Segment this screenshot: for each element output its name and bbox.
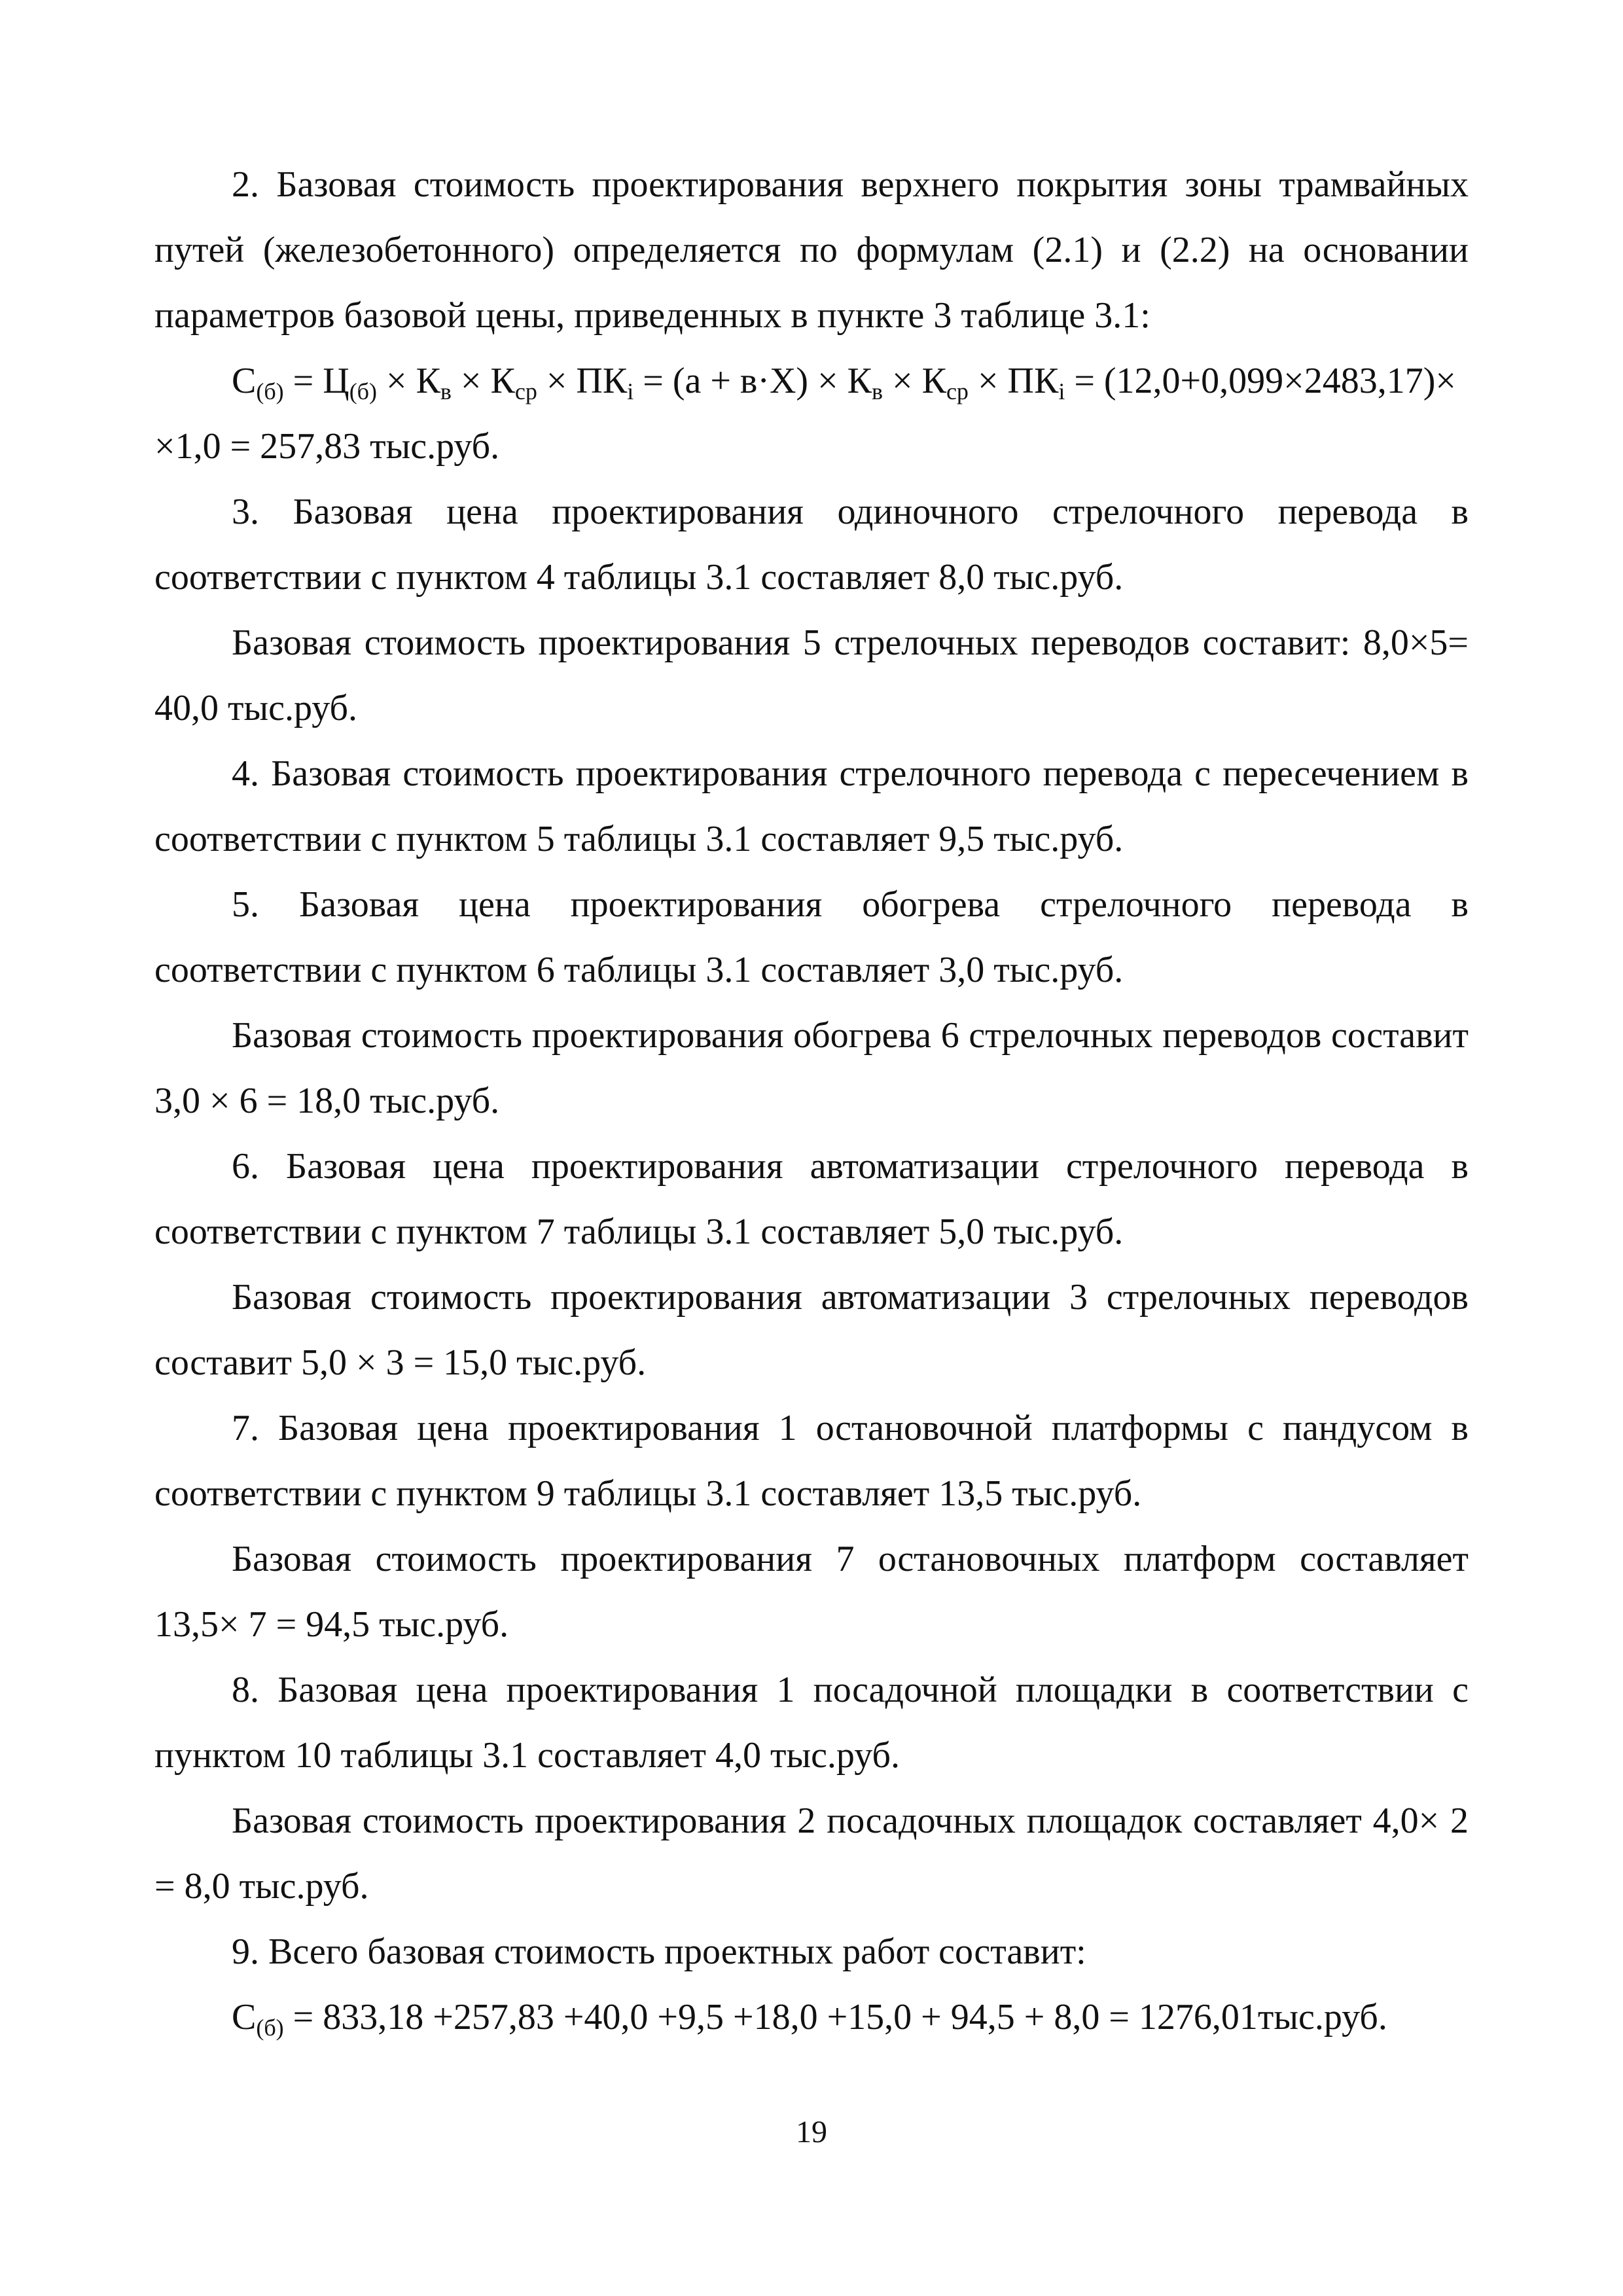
- formula-subscript: ср: [946, 378, 969, 404]
- formula-part: × К: [376, 361, 440, 401]
- paragraph-item-6-cost: Базовая стоимость проектирования автоматизации 3 стрелочных переводов составит 5,0 × 3 = 15,0 тыс.руб.: [154, 1277, 1469, 1383]
- formula-subscript: (б): [256, 2015, 284, 2041]
- formula-part: = (12,0+0,099×2483,17)×: [1065, 361, 1456, 401]
- formula-subscript: i: [1058, 378, 1065, 404]
- paragraph-item-3: 3. Базовая цена проектирования одиночного стрелочного перевода в соответствии с пунктом 4 таблицы 3.1 составляет 8,0 тыс.руб.: [154, 492, 1469, 598]
- formula-total-cost: [154, 1984, 1469, 2050]
- paragraph-item-5: 5. Базовая цена проектирования обогрева стрелочного перевода в соответствии с пунктом 6 таблицы 3.1 составляет 3,0 тыс.руб.: [154, 884, 1469, 990]
- paragraph-item-4: 4. Базовая стоимость проектирования стрелочного перевода с пересечением в соответствии с пунктом 5 таблицы 3.1 составляет 9,5 тыс.руб.: [154, 753, 1469, 859]
- paragraph-item-9: 9. Всего базовая стоимость проектных работ составит:: [232, 1931, 1086, 1972]
- formula-symbol: С: [232, 361, 257, 401]
- page-number: 19: [796, 2115, 827, 2149]
- formula-subscript: в: [872, 378, 883, 404]
- formula-base-cost-coverage: [154, 348, 1469, 414]
- paragraph-item-2: 2. Базовая стоимость проектирования верхнего покрытия зоны трамвайных путей (железобетонного) определяется по формулам (2.1) и (2.2) на основании параметров базовой цены, приведенных в пункте 3 таблице 3.1:: [154, 164, 1469, 336]
- formula-part: = Ц: [283, 361, 349, 401]
- formula-part: × К: [883, 361, 946, 401]
- formula-part: × К: [451, 361, 515, 401]
- formula-subscript: (б): [256, 378, 284, 404]
- formula-subscript: в: [440, 378, 452, 404]
- paragraph-item-6: 6. Базовая цена проектирования автоматизации стрелочного перевода в соответствии с пунктом 7 таблицы 3.1 составляет 5,0 тыс.руб.: [154, 1146, 1469, 1252]
- formula-subscript: i: [627, 378, 634, 404]
- formula-part: × ПК: [537, 361, 628, 401]
- formula-symbol: С: [232, 1997, 257, 2037]
- paragraph-item-8: 8. Базовая цена проектирования 1 посадочной площадки в соответствии с пунктом 10 таблицы 3.1 составляет 4,0 тыс.руб.: [154, 1670, 1469, 1776]
- formula-subscript: (б): [349, 378, 377, 404]
- page-body: [154, 152, 1469, 2050]
- formula-part: × ПК: [968, 361, 1059, 401]
- paragraph-item-5-cost: Базовая стоимость проектирования обогрева 6 стрелочных переводов составит 3,0 × 6 = 18,0 тыс.руб.: [154, 1015, 1469, 1121]
- paragraph-item-3-cost: Базовая стоимость проектирования 5 стрелочных переводов составит: 8,0×5= 40,0 тыс.руб.: [154, 622, 1469, 728]
- paragraph-item-7-cost: Базовая стоимость проектирования 7 остановочных платформ составляет 13,5× 7 = 94,5 тыс.руб.: [154, 1539, 1469, 1645]
- paragraph-item-7: 7. Базовая цена проектирования 1 остановочной платформы с пандусом в соответствии с пунктом 9 таблицы 3.1 составляет 13,5 тыс.руб.: [154, 1408, 1469, 1514]
- formula-part: = (а + в·Х) × К: [633, 361, 872, 401]
- formula-part: = 833,18 +257,83 +40,0 +9,5 +18,0 +15,0 + 94,5 + 8,0 = 1276,01тыс.руб.: [283, 1997, 1387, 2037]
- formula-continuation: ×1,0 = 257,83 тыс.руб.: [154, 426, 500, 467]
- formula-subscript: ср: [514, 378, 537, 404]
- paragraph-item-8-cost: Базовая стоимость проектирования 2 посадочных площадок составляет 4,0× 2 = 8,0 тыс.руб.: [154, 1801, 1469, 1907]
